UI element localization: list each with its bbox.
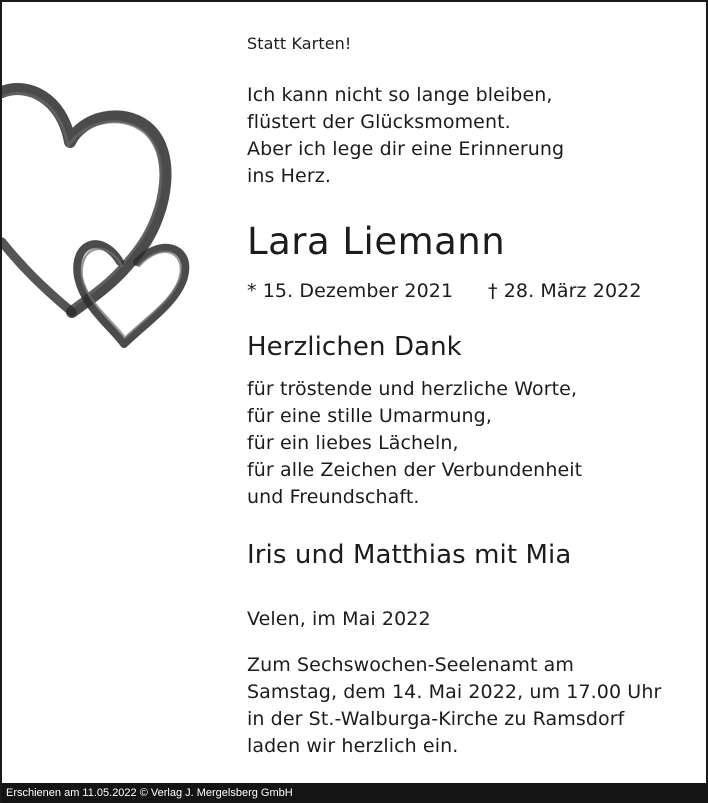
deceased-name: Lara Liemann (247, 220, 506, 263)
thanks-line: für ein liebes Lächeln, (247, 432, 459, 454)
poem-line: Aber ich lege dir eine Erinnerung (247, 138, 565, 160)
thanks-line: für eine stille Umarmung, (247, 405, 492, 427)
thanks-line: für alle Zeichen der Verbundenheit (247, 459, 583, 481)
poem-line: flüstert der Glücksmoment. (247, 111, 511, 133)
service-line: laden wir herzlich ein. (247, 735, 459, 757)
poem-line: ins Herz. (247, 165, 331, 187)
thanks-heading: Herzlichen Dank (247, 332, 462, 362)
thanks-text (247, 376, 582, 511)
family-names: Iris und Matthias mit Mia (247, 540, 572, 570)
service-info (247, 652, 661, 760)
service-line: in der St.-Walburga-Kirche zu Ramsdorf (247, 708, 625, 730)
thanks-line: für tröstende und herzliche Worte, (247, 378, 578, 400)
service-line: Zum Sechswochen-Seelenamt am (247, 654, 575, 676)
publication-footer: Erschienen am 11.05.2022 © Verlag J. Mergelsberg GmbH (2, 783, 708, 803)
thanks-line: und Freundschaft. (247, 486, 420, 508)
service-line: Samstag, dem 14. Mai 2022, um 17.00 Uhr (247, 681, 662, 703)
death-date: † 28. März 2022 (488, 280, 642, 302)
two-hearts-icon (2, 82, 202, 357)
poem (247, 82, 564, 190)
place-date: Velen, im Mai 2022 (247, 608, 431, 630)
birth-date: * 15. Dezember 2021 (247, 280, 454, 302)
poem-line: Ich kann nicht so lange bleiben, (247, 84, 553, 106)
intro-line: Statt Karten! (247, 34, 352, 53)
